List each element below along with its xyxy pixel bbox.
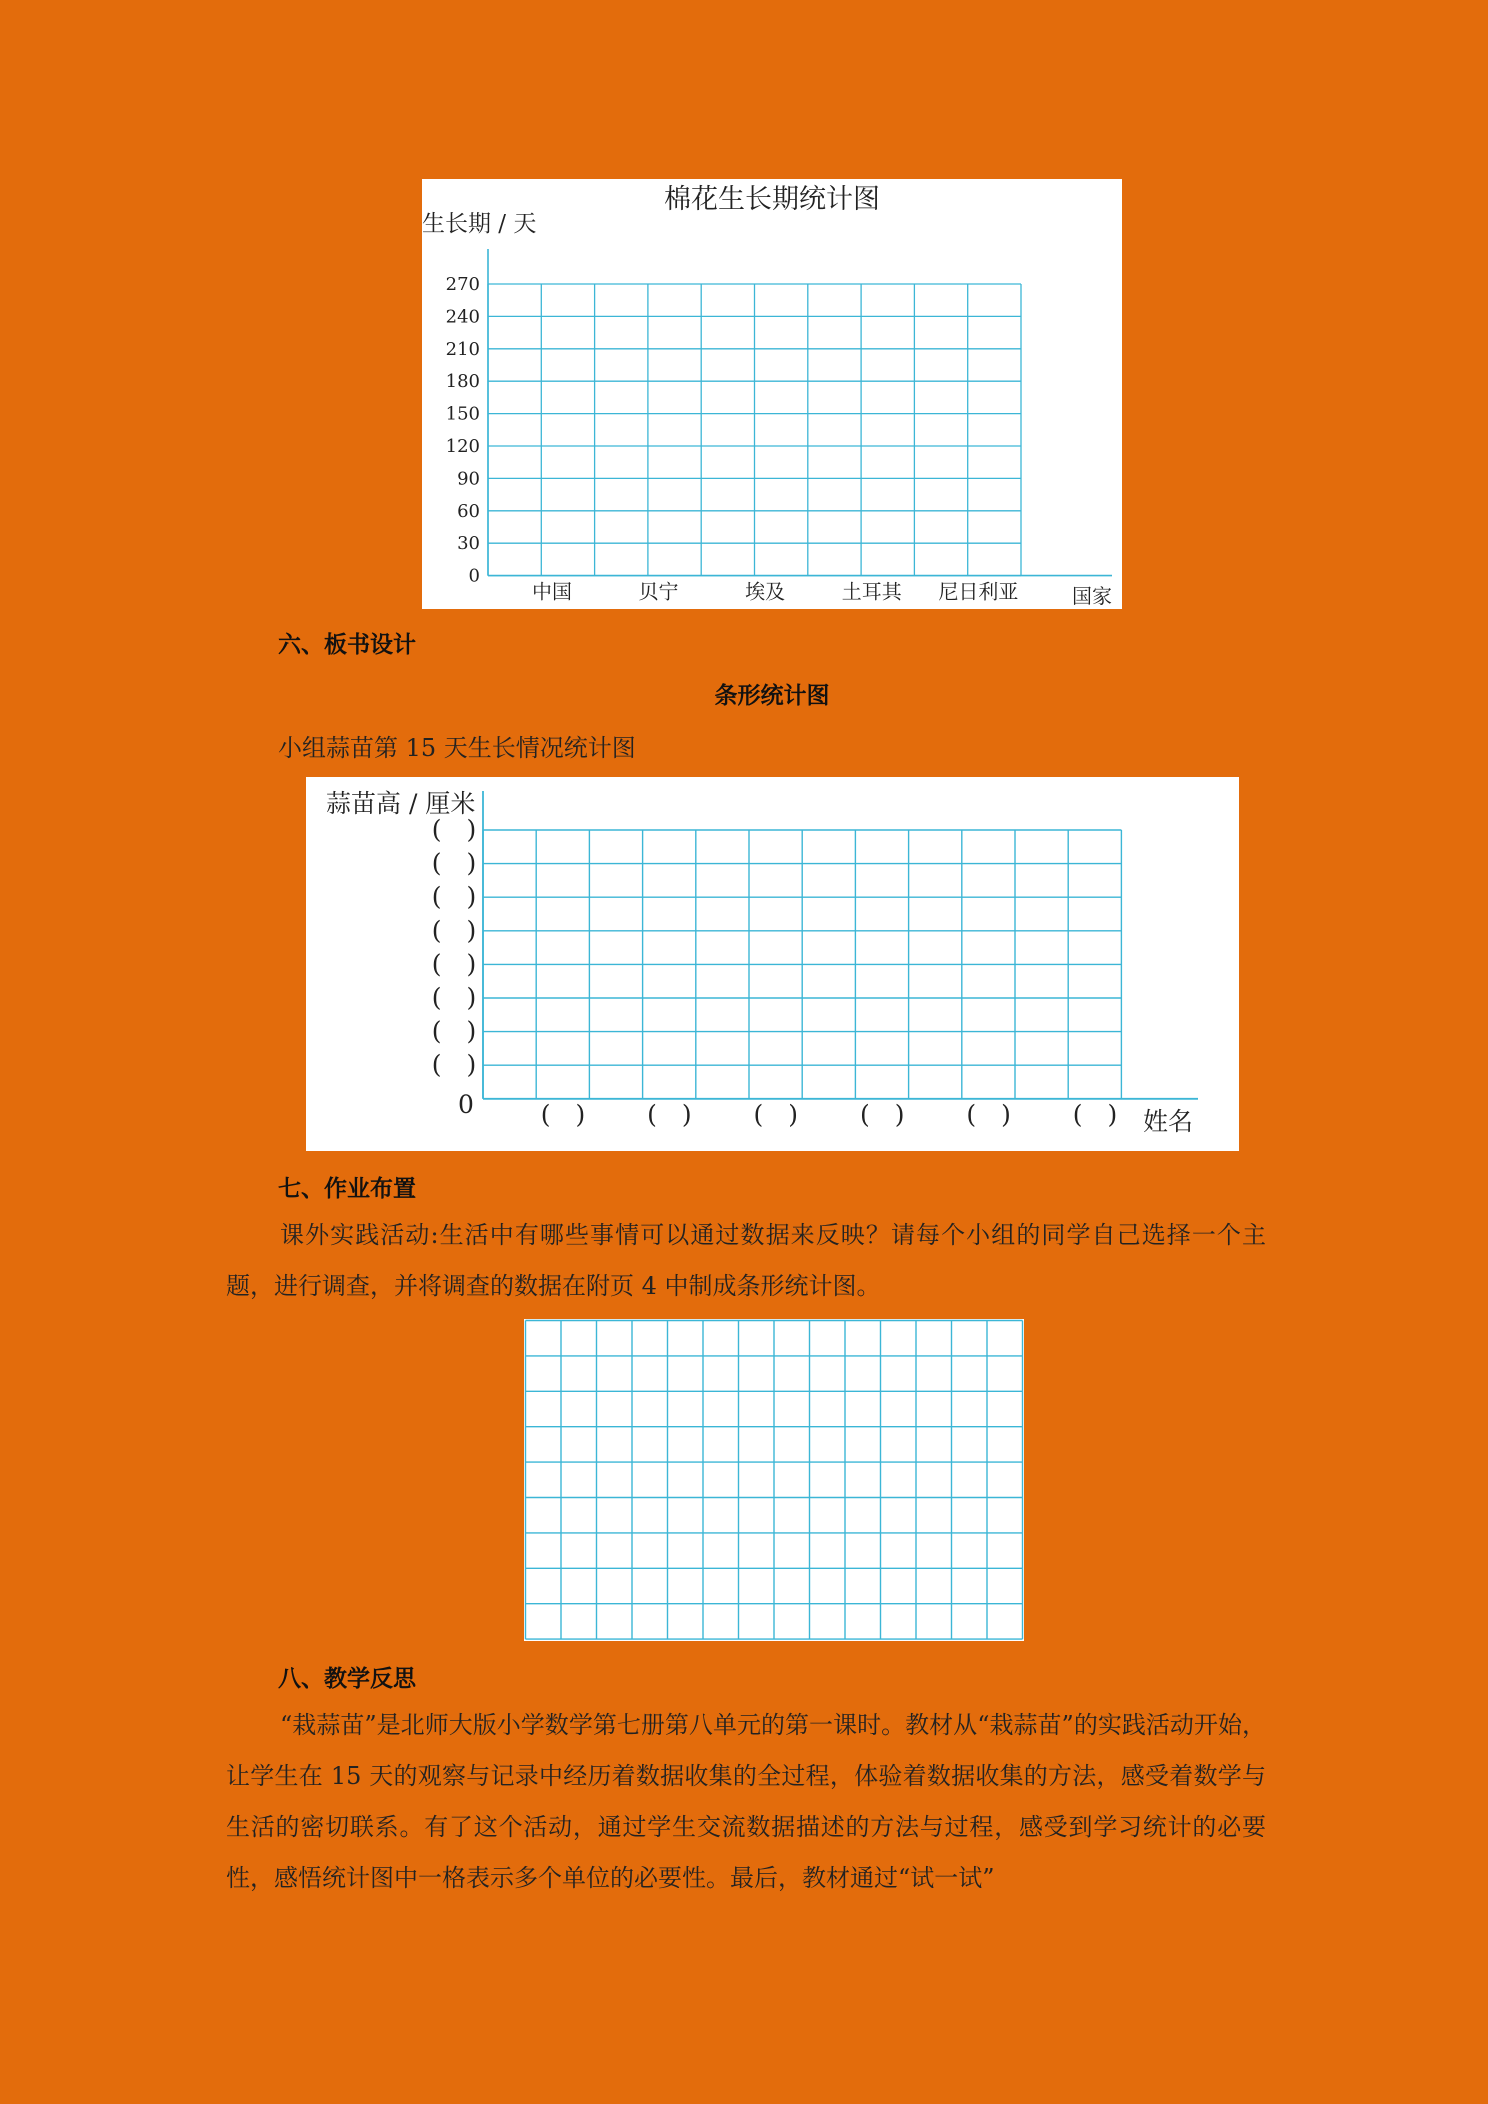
cotton-y-tick: 240 [445,306,480,328]
garlic-x-placeholder: ( ) [1072,1099,1118,1129]
garlic-chart-figure [306,777,1239,1151]
garlic-y-tick-placeholder: ( ) [431,915,477,945]
garlic-x-ticks [541,1100,1118,1129]
garlic-x-placeholder: ( ) [753,1099,799,1129]
board-title: 条形统计图 [714,682,830,709]
cotton-y-tick: 90 [457,468,480,490]
cotton-chart-figure [422,179,1122,609]
garlic-grid [483,791,1198,1099]
cotton-x-axis-label: 国家 [1072,584,1112,608]
garlic-y-tick-placeholder: ( ) [431,1016,477,1046]
garlic-chart-svg [306,777,1239,1151]
cotton-y-tick: 30 [457,533,480,555]
garlic-x-placeholder: ( ) [859,1099,905,1129]
section7-heading: 七、作业布置 [278,1175,416,1202]
garlic-origin: 0 [458,1090,474,1119]
cotton-y-tick: 180 [445,371,480,393]
cotton-grid [488,249,1112,576]
garlic-y-ticks [432,815,477,1079]
garlic-x-axis-label: 姓名 [1143,1107,1194,1136]
garlic-chart-caption: 小组蒜苗第 15 天生长情况统计图 [278,734,636,762]
garlic-y-tick-placeholder: ( ) [431,815,477,844]
cotton-category-label: 尼日利亚 [938,579,1019,604]
cotton-categories [532,580,1018,604]
garlic-y-tick-placeholder: ( ) [431,848,477,878]
cotton-category-label: 贝宁 [638,579,679,604]
cotton-y-axis-label: 生长期 / 天 [422,211,537,237]
garlic-y-tick-placeholder: ( ) [431,983,477,1012]
cotton-y-tick: 60 [457,500,480,522]
garlic-y-axis-label: 蒜苗高 / 厘米 [326,789,476,818]
section8-heading: 八、教学反思 [278,1665,416,1692]
section7-body: 课外实践活动:生活中有哪些事情可以通过数据来反映？请每个小组的同学自己选择一个主题，进行调查，并将调查的数据在附页 4 中制成条形统计图。 [226,1221,1266,1300]
garlic-y-tick-placeholder: ( ) [431,882,477,912]
cotton-y-ticks [446,274,480,587]
garlic-x-placeholder: ( ) [966,1099,1011,1129]
garlic-y-tick-placeholder: ( ) [431,949,477,979]
cotton-chart-svg [422,179,1122,609]
garlic-x-placeholder: ( ) [647,1099,692,1129]
cotton-category-label: 埃及 [745,579,786,604]
cotton-y-tick: 150 [445,403,480,425]
cotton-category-label: 中国 [531,579,572,604]
cotton-chart-title: 棉花生长期统计图 [664,184,880,215]
blank-grid-svg [524,1319,1024,1641]
garlic-x-placeholder: ( ) [540,1099,586,1129]
cotton-y-tick: 270 [445,274,480,295]
blank-grid [526,1321,1023,1640]
section8-body: “栽蒜苗”是北师大版小学数学第七册第八单元的第一课时。教材从“栽蒜苗”的实践活动开始，让学生在 15 天的观察与记录中经历着数据收集的全过程，体验着数据收集的方法，感受着数学与生活的密切联系。有了这个活动，通过学生交流数据描述的方法与过程，感受到学习统计的必要性，感悟统计图中一格表示多个单位的必要性。最后，教材通过“试一试” [226,1711,1266,1892]
blank-grid-figure [524,1319,1024,1641]
section6-heading: 六、板书设计 [278,631,416,658]
cotton-y-tick: 210 [445,338,480,360]
cotton-y-tick: 0 [468,565,480,587]
cotton-category-label: 土耳其 [841,579,902,604]
garlic-y-tick-placeholder: ( ) [431,1050,477,1080]
cotton-y-tick: 120 [445,436,480,457]
